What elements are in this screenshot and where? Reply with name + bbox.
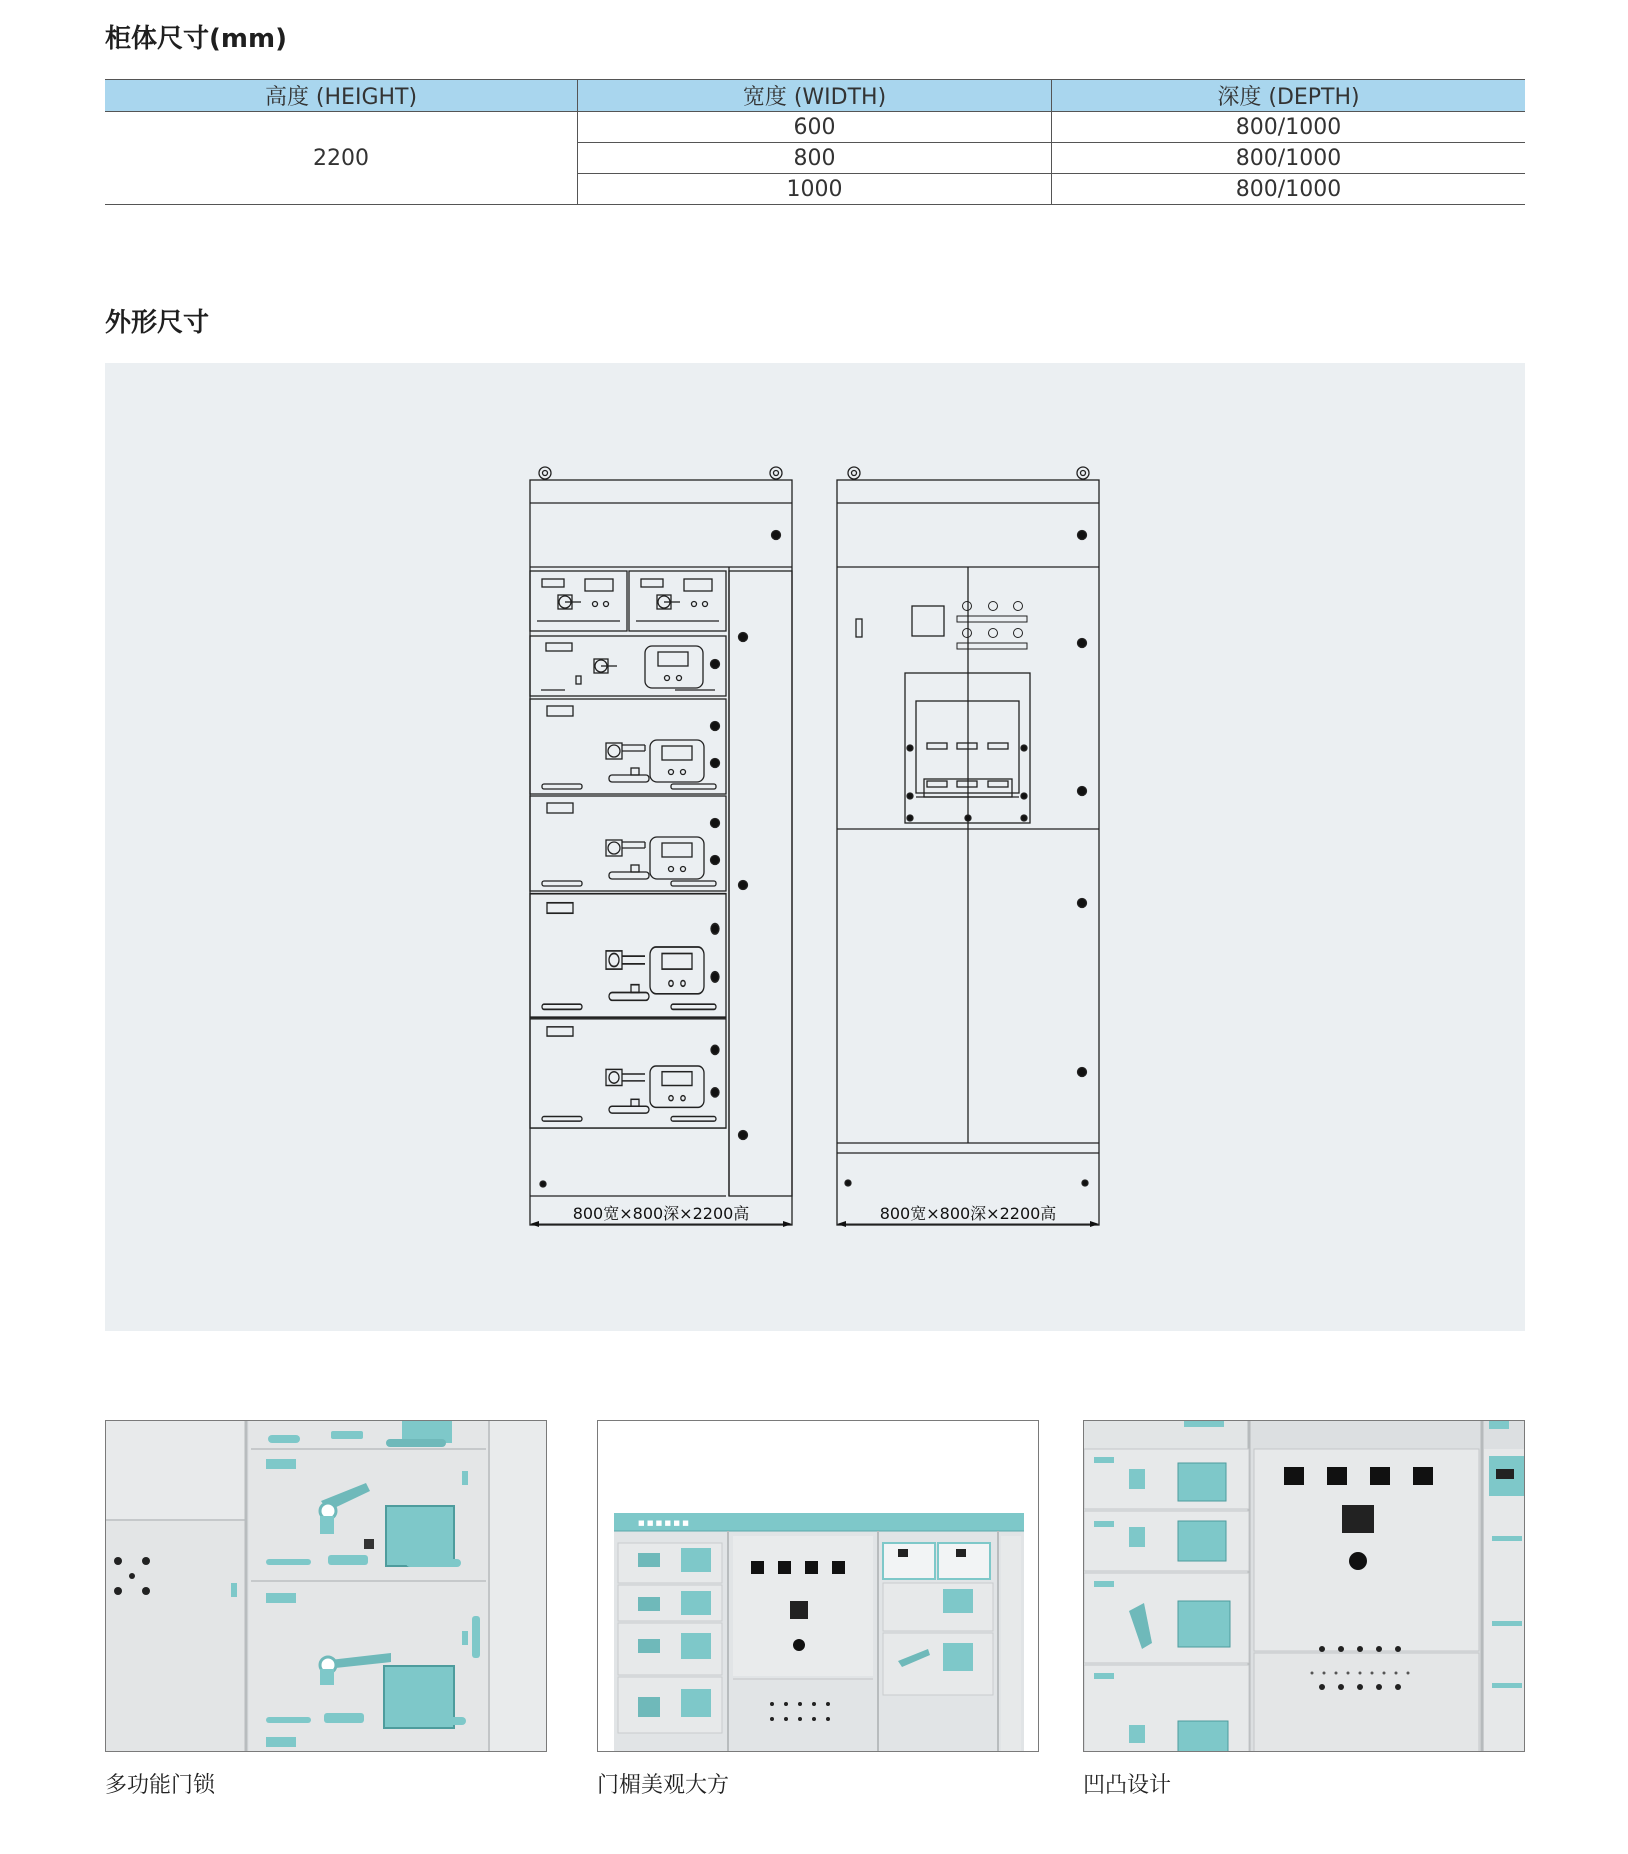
front-drawer-group <box>530 894 726 1017</box>
back-dimension-label: 800宽×800深×2200高 <box>879 1204 1057 1223</box>
front-drawer-group <box>530 699 726 794</box>
table-header-row <box>105 80 1525 112</box>
front-drawer-group <box>530 1019 726 1128</box>
header-depth: 深度 (DEPTH) <box>1052 80 1526 112</box>
outline-drawing-panel <box>105 363 1525 1331</box>
svg-text:■ ■ ■ ■ ■ ■: ■ ■ ■ ■ ■ ■ <box>638 1519 689 1527</box>
cabinet-photo-1 <box>106 1421 547 1752</box>
photo-concave-design <box>1083 1420 1525 1752</box>
outline-size-title: 外形尺寸 <box>105 308 210 338</box>
front-drawer-group <box>530 796 726 891</box>
cabinet-photo-2 <box>598 1421 1039 1752</box>
photo-caption-2: 门楣美观大方 <box>597 1773 730 1798</box>
cabinet-outline-drawing <box>105 363 1525 1331</box>
photo-caption-1: 多功能门锁 <box>105 1773 216 1798</box>
depth-cell: 800/1000 <box>1052 112 1526 143</box>
width-cell: 800 <box>578 143 1052 174</box>
photo-door-lock <box>105 1420 547 1752</box>
front-dimension-label: 800宽×800深×2200高 <box>572 1204 750 1223</box>
cabinet-photo-3 <box>1084 1421 1525 1752</box>
header-height: 高度 (HEIGHT) <box>105 80 578 112</box>
height-cell: 2200 <box>105 112 578 205</box>
photo-door-header <box>597 1420 1039 1752</box>
cabinet-size-table <box>105 79 1525 205</box>
photo-caption-3: 凹凸设计 <box>1083 1773 1172 1798</box>
table-row <box>105 112 1525 143</box>
width-cell: 600 <box>578 112 1052 143</box>
cabinet-size-title: 柜体尺寸(mm) <box>105 24 287 54</box>
header-width: 宽度 (WIDTH) <box>578 80 1052 112</box>
depth-cell: 800/1000 <box>1052 143 1526 174</box>
back-view-drawing <box>837 467 1099 1227</box>
width-cell: 1000 <box>578 174 1052 205</box>
depth-cell: 800/1000 <box>1052 174 1526 205</box>
front-view-drawing <box>530 467 792 1227</box>
